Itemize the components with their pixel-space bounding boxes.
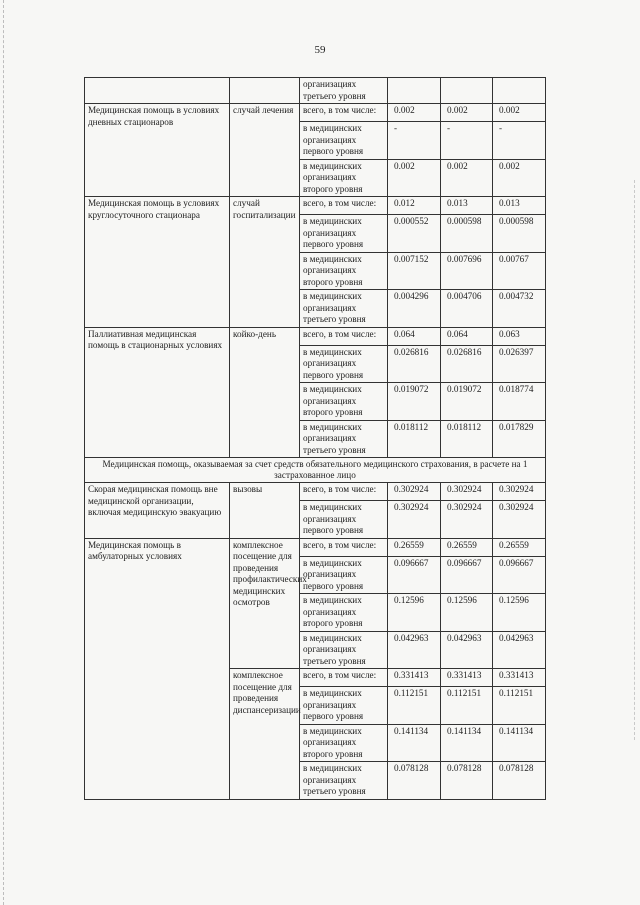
unit-cell: случай госпитализации (230, 197, 300, 328)
level-cell: в медицинских организациях третьего уровня (300, 420, 388, 458)
value-cell: 0.078128 (493, 762, 546, 800)
medical-care-table (84, 77, 546, 800)
value-cell: - (441, 122, 493, 160)
value-cell: 0.112151 (441, 687, 493, 725)
value-cell: 0.004706 (441, 290, 493, 328)
level-cell: всего, в том числе: (300, 327, 388, 345)
value-cell: 0.007152 (388, 252, 441, 290)
value-cell (388, 78, 441, 104)
level-cell: в медицинских организациях третьего уровня (300, 290, 388, 328)
care-type-cell: Медицинская помощь в условиях круглосуточного стационара (85, 197, 230, 328)
value-cell: 0.096667 (388, 556, 441, 594)
level-cell: в медицинских организациях первого уровня (300, 215, 388, 253)
table-row (85, 104, 546, 122)
level-cell: в медицинских организациях второго уровня (300, 252, 388, 290)
value-cell: 0.018774 (493, 383, 546, 421)
value-cell: 0.063 (493, 327, 546, 345)
value-cell: 0.002 (493, 159, 546, 197)
value-cell: 0.002 (441, 104, 493, 122)
value-cell: 0.004732 (493, 290, 546, 328)
table-row (85, 538, 546, 556)
value-cell: 0.002 (493, 104, 546, 122)
level-cell: в медицинских организациях второго уровня (300, 724, 388, 762)
unit-cell: комплексное посещение для проведения диспансеризации (230, 669, 300, 800)
value-cell: 0.018112 (441, 420, 493, 458)
value-cell: 0.302924 (441, 483, 493, 501)
care-type-cell: Медицинская помощь в условиях дневных стационаров (85, 104, 230, 197)
level-cell: в медицинских организациях первого уровня (300, 345, 388, 383)
level-cell: в медицинских организациях второго уровня (300, 159, 388, 197)
value-cell: 0.331413 (493, 669, 546, 687)
value-cell: 0.26559 (493, 538, 546, 556)
value-cell: 0.026816 (388, 345, 441, 383)
value-cell: 0.013 (493, 197, 546, 215)
unit-cell-empty (230, 78, 300, 104)
value-cell: 0.302924 (493, 483, 546, 501)
care-type-cell: Паллиативная медицинская помощь в стационарных условиях (85, 327, 230, 458)
value-cell: 0.302924 (388, 501, 441, 539)
level-cell: в медицинских организациях третьего уровня (300, 631, 388, 669)
value-cell: 0.112151 (493, 687, 546, 725)
value-cell: 0.000552 (388, 215, 441, 253)
value-cell: 0.042963 (441, 631, 493, 669)
value-cell: 0.013 (441, 197, 493, 215)
name-cell-empty (85, 78, 230, 104)
level-cell: всего, в том числе: (300, 538, 388, 556)
value-cell: 0.112151 (388, 687, 441, 725)
value-cell: 0.141134 (493, 724, 546, 762)
value-cell: 0.302924 (493, 501, 546, 539)
table-body (85, 78, 546, 800)
level-cell: организациях третьего уровня (300, 78, 388, 104)
level-cell: в медицинских организациях первого уровня (300, 122, 388, 160)
level-cell: в медицинских организациях первого уровня (300, 687, 388, 725)
value-cell: 0.042963 (493, 631, 546, 669)
value-cell: 0.078128 (441, 762, 493, 800)
value-cell: 0.007696 (441, 252, 493, 290)
scan-edge-left (3, 0, 5, 905)
value-cell: 0.004296 (388, 290, 441, 328)
value-cell: 0.026397 (493, 345, 546, 383)
value-cell: 0.017829 (493, 420, 546, 458)
value-cell: 0.096667 (441, 556, 493, 594)
value-cell: 0.002 (388, 159, 441, 197)
level-cell: в медицинских организациях второго уровня (300, 383, 388, 421)
oms-header-row (85, 458, 546, 483)
value-cell: 0.12596 (493, 594, 546, 632)
oms-header: Медицинская помощь, оказываемая за счет средств обязательного медицинского страхования, в расчете на 1 застрахованное лицо (85, 458, 546, 483)
value-cell: 0.302924 (388, 483, 441, 501)
value-cell: 0.141134 (441, 724, 493, 762)
unit-cell: комплексное посещение для проведения профилактических медицинских осмотров (230, 538, 300, 669)
value-cell: 0.000598 (441, 215, 493, 253)
value-cell: 0.331413 (388, 669, 441, 687)
care-type-cell: Медицинская помощь в амбулаторных условиях (85, 538, 230, 799)
scan-edge-right (634, 180, 636, 740)
value-cell: 0.042963 (388, 631, 441, 669)
unit-cell: койко-день (230, 327, 300, 458)
level-cell: в медицинских организациях первого уровня (300, 556, 388, 594)
value-cell (441, 78, 493, 104)
value-cell: 0.00767 (493, 252, 546, 290)
value-cell: 0.012 (388, 197, 441, 215)
value-cell: 0.019072 (441, 383, 493, 421)
value-cell: 0.000598 (493, 215, 546, 253)
value-cell: 0.331413 (441, 669, 493, 687)
table-row (85, 197, 546, 215)
value-cell: 0.12596 (441, 594, 493, 632)
page-number: 59 (314, 44, 326, 56)
table-row-continued (85, 78, 546, 104)
value-cell: 0.026816 (441, 345, 493, 383)
value-cell: - (388, 122, 441, 160)
level-cell: всего, в том числе: (300, 483, 388, 501)
level-cell: в медицинских организациях второго уровня (300, 594, 388, 632)
value-cell (493, 78, 546, 104)
value-cell: 0.018112 (388, 420, 441, 458)
value-cell: 0.141134 (388, 724, 441, 762)
value-cell: 0.064 (441, 327, 493, 345)
value-cell: 0.002 (388, 104, 441, 122)
value-cell: 0.002 (441, 159, 493, 197)
value-cell: 0.078128 (388, 762, 441, 800)
value-cell: 0.302924 (441, 501, 493, 539)
level-cell: всего, в том числе: (300, 104, 388, 122)
table-row (85, 483, 546, 501)
value-cell: 0.26559 (388, 538, 441, 556)
value-cell: - (493, 122, 546, 160)
value-cell: 0.26559 (441, 538, 493, 556)
unit-cell: случай лечения (230, 104, 300, 197)
value-cell: 0.096667 (493, 556, 546, 594)
care-type-cell: Скорая медицинская помощь вне медицинской организации, включая медицинскую эвакуацию (85, 483, 230, 539)
table-row (85, 327, 546, 345)
value-cell: 0.064 (388, 327, 441, 345)
level-cell: всего, в том числе: (300, 197, 388, 215)
unit-cell: вызовы (230, 483, 300, 539)
value-cell: 0.019072 (388, 383, 441, 421)
level-cell: всего, в том числе: (300, 669, 388, 687)
value-cell: 0.12596 (388, 594, 441, 632)
level-cell: в медицинских организациях третьего уровня (300, 762, 388, 800)
level-cell: в медицинских организациях первого уровня (300, 501, 388, 539)
